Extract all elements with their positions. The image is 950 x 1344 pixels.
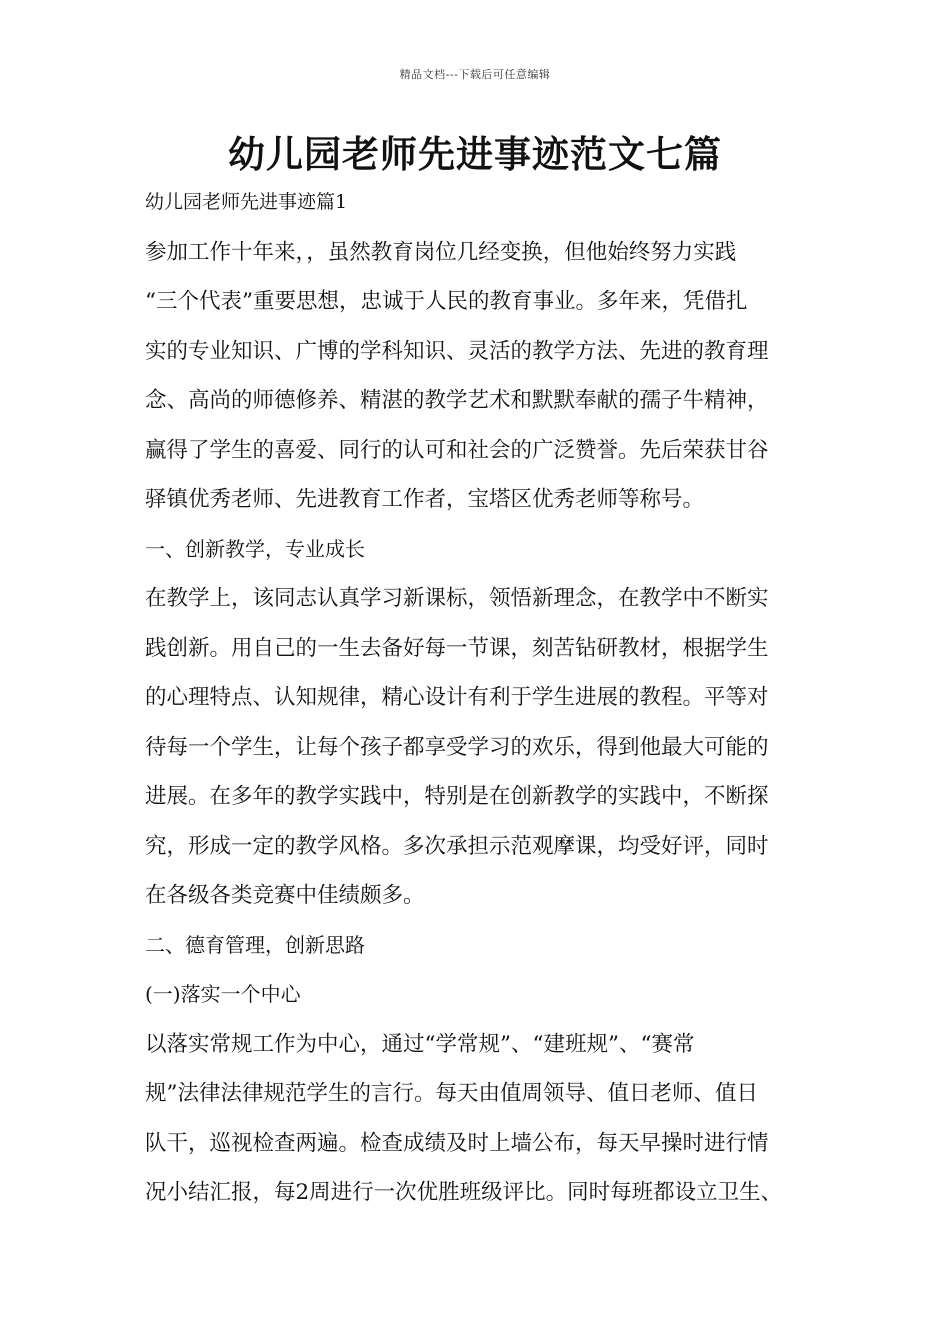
paragraph-line: 赢得了学生的喜爱、同行的认可和社会的广泛赞誉。先后荣获甘谷	[145, 437, 769, 463]
section-heading: (一)落实一个中心	[145, 982, 301, 1006]
section-heading: 一、创新教学，专业成长	[145, 536, 365, 561]
paragraph-line: 究，形成一定的教学风格。多次承担示范观摩课，均受好评，同时	[145, 833, 769, 859]
paragraph-line: 以落实常规工作为中心，通过“学常规”、“建班规”、“赛常	[145, 1031, 695, 1057]
paragraph-line: 的心理特点、认知规律，精心设计有利于学生进展的教程。平等对	[145, 685, 769, 710]
paragraph-line: 在各级各类竞赛中佳绩颇多。	[145, 883, 425, 908]
paragraph-line: 队干，巡视检查两遍。检查成绩及时上墙公布，每天早操时进行情	[145, 1130, 769, 1156]
header-note: 精品文档---下载后可任意编辑	[399, 68, 551, 81]
paragraph-line: 况小结汇报，每2周进行一次优胜班级评比。同时每班都设立卫生、	[145, 1180, 783, 1205]
paragraph-line: 实的专业知识、广博的学科知识、灵活的教学方法、先进的教育理	[145, 338, 769, 364]
document-body	[145, 178, 825, 1218]
paragraph-line: 念、高尚的师德修养、精湛的教学艺术和默默奉献的孺子牛精神，	[145, 388, 769, 413]
paragraph-line: 参加工作十年来，，虽然教育岗位几经变换，但他始终努力实践	[145, 239, 737, 265]
paragraph-line: 践创新。用自己的一生去备好每一节课，刻苦钻研教材，根据学生	[145, 635, 769, 661]
section-subtitle: 幼儿园老师先进事迹篇1	[145, 191, 348, 213]
paragraph-line: 驿镇优秀老师、先进教育工作者，宝塔区优秀老师等称号。	[145, 487, 705, 512]
paragraph-line: 待每一个学生，让每个孩子都享受学习的欢乐，得到他最大可能的	[145, 734, 769, 760]
paragraph-line: “三个代表”重要思想，忠诚于人民的教育事业。多年来，凭借扎	[145, 289, 748, 314]
paragraph-line: 在教学上，该同志认真学习新课标，领悟新理念，在教学中不断实	[145, 586, 769, 611]
section-heading: 二、德育管理，创新思路	[145, 932, 365, 957]
paragraph-line: 规”法律法律规范学生的言行。每天由值周领导、值日老师、值日	[145, 1081, 758, 1106]
paragraph-line: 进展。在多年的教学实践中，特别是在创新教学的实践中，不断探	[145, 784, 769, 809]
document-title: 幼儿园老师先进事迹范文七篇	[228, 132, 722, 176]
